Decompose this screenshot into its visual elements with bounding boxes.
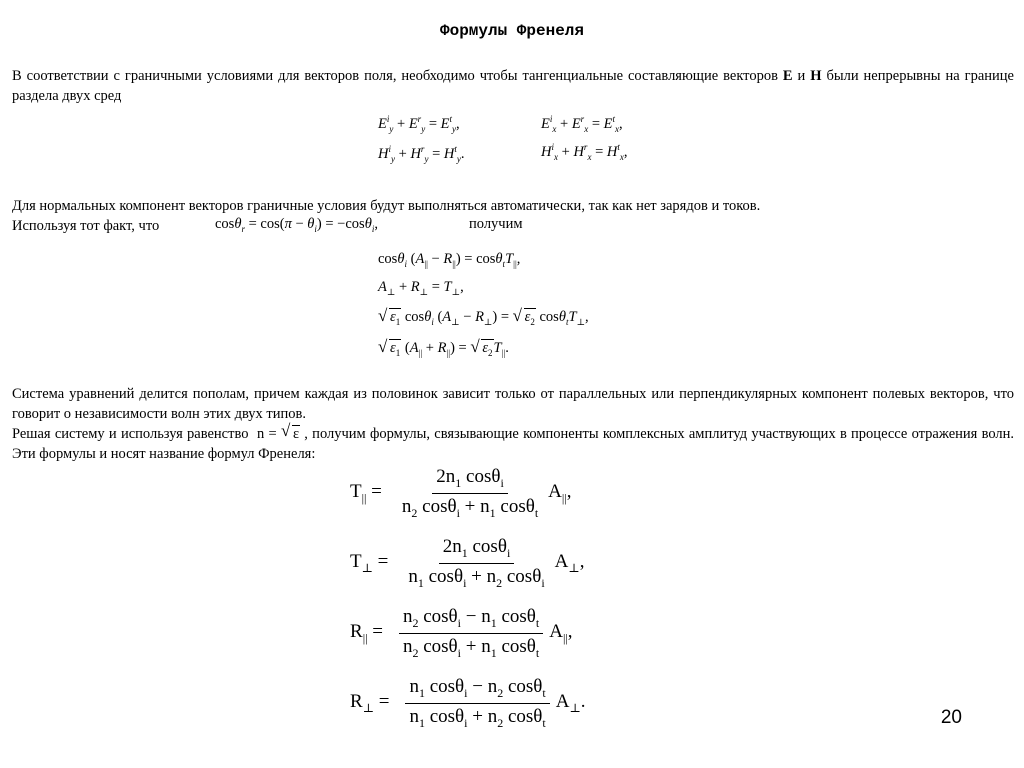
using-fact-text: Используя тот факт, что xyxy=(12,218,160,234)
equation-ey: $E^i_y + E^r_y = E^t_y$, xyxy=(378,114,460,134)
intro-paragraph xyxy=(12,66,1014,106)
equation-cos-relation: $\cos\theta_r = \cos(\pi - \theta_i) = -\cos\theta_i$, xyxy=(215,216,378,234)
equation-hx: $H^i_x + H^r_x = H^t_x$, xyxy=(541,142,628,162)
normal-components-text: Для нормальных компонент векторов граничные условия будут выполняться автоматически, так как нет зарядов и токов. xyxy=(12,198,761,214)
vector-h-label: H xyxy=(810,68,822,84)
system-paragraph xyxy=(12,384,1014,424)
page-number: 20 xyxy=(940,707,962,728)
intro-text-and: и xyxy=(792,68,811,84)
system-text: Система уравнений делится пополам, причем каждая из половинок зависит только от параллельных или перпендикулярных компонент полевых векторов, что говорит о независимости волн этих двух типов. xyxy=(12,386,1014,422)
equation-hy: $H^i_y + H^r_y = H^t_y$. xyxy=(378,144,465,164)
equation-perp-b: √ $\varepsilon_1$ cosθ$_i$ $(A_\perp - R_\perp)$ = √ $\varepsilon_2$ $\cos\theta_tT_\perp$, xyxy=(378,309,589,326)
normal-components-paragraph xyxy=(12,196,1014,216)
fresnel-t-parallel: $T_{||}$ = $\frac{2n_1 \cos\theta_i}{n_2 \cos\theta_i + n_1 \cos\theta_t}$ $A_{||}$, xyxy=(350,466,572,520)
vector-e-label: E xyxy=(782,68,793,84)
solving-paragraph xyxy=(12,424,1014,464)
fresnel-r-parallel: $R_{||}$ = $\frac{n_2 \cos\theta_i - n_1 \cos\theta_t}{n_2 \cos\theta_i + n_1 \cos\theta_t}$ $A_{||}$, xyxy=(350,606,573,660)
fresnel-r-perp: $R_\perp$ = $\frac{n_1 \cos\theta_i - n_2 \cos\theta_t}{n_1 \cos\theta_i + n_2 \cos\theta_t}$ $A_\perp$. xyxy=(350,676,586,730)
refractive-index-formula: n = √ ε xyxy=(253,426,305,442)
intro-text-b: были непрерывны на границе раздела двух сред xyxy=(12,68,1014,104)
fresnel-t-perp: $T_\perp$ = $\frac{2n_1 \cos\theta_i}{n_1 \cos\theta_i + n_2 \cos\theta_i}$ $A_\perp$, xyxy=(350,536,585,590)
equation-ex: $E^i_x + E^r_x = E^t_x$, xyxy=(541,114,623,134)
equation-perp-a: $A_\perp + R_\perp = T_\perp$, xyxy=(378,279,464,297)
page-title: Формулы Френеля xyxy=(439,22,585,40)
intro-text-a: В соответствии с граничными условиями для векторов поля, необходимо чтобы тангенциальные составляющие векторов xyxy=(12,68,783,84)
solving-text-lead: Решая систему и используя равенство xyxy=(12,426,249,442)
equation-parallel-b: √ $\varepsilon_1$ $(A_{||} + R_{||})$ = √ $\varepsilon_2T_{||}$. xyxy=(378,340,509,357)
we-get-text: получим xyxy=(469,216,523,232)
solving-text-tail: , получим формулы, связывающие компоненты комплексных амплитуд участвующих в процессе отражения волн. Эти формулы и носят название формул Френеля: xyxy=(12,426,1015,462)
equation-parallel-a: cosθ$_i$ $(A_{||} - R_{||}) = \cos\theta_tT_{||}$, xyxy=(378,251,521,269)
